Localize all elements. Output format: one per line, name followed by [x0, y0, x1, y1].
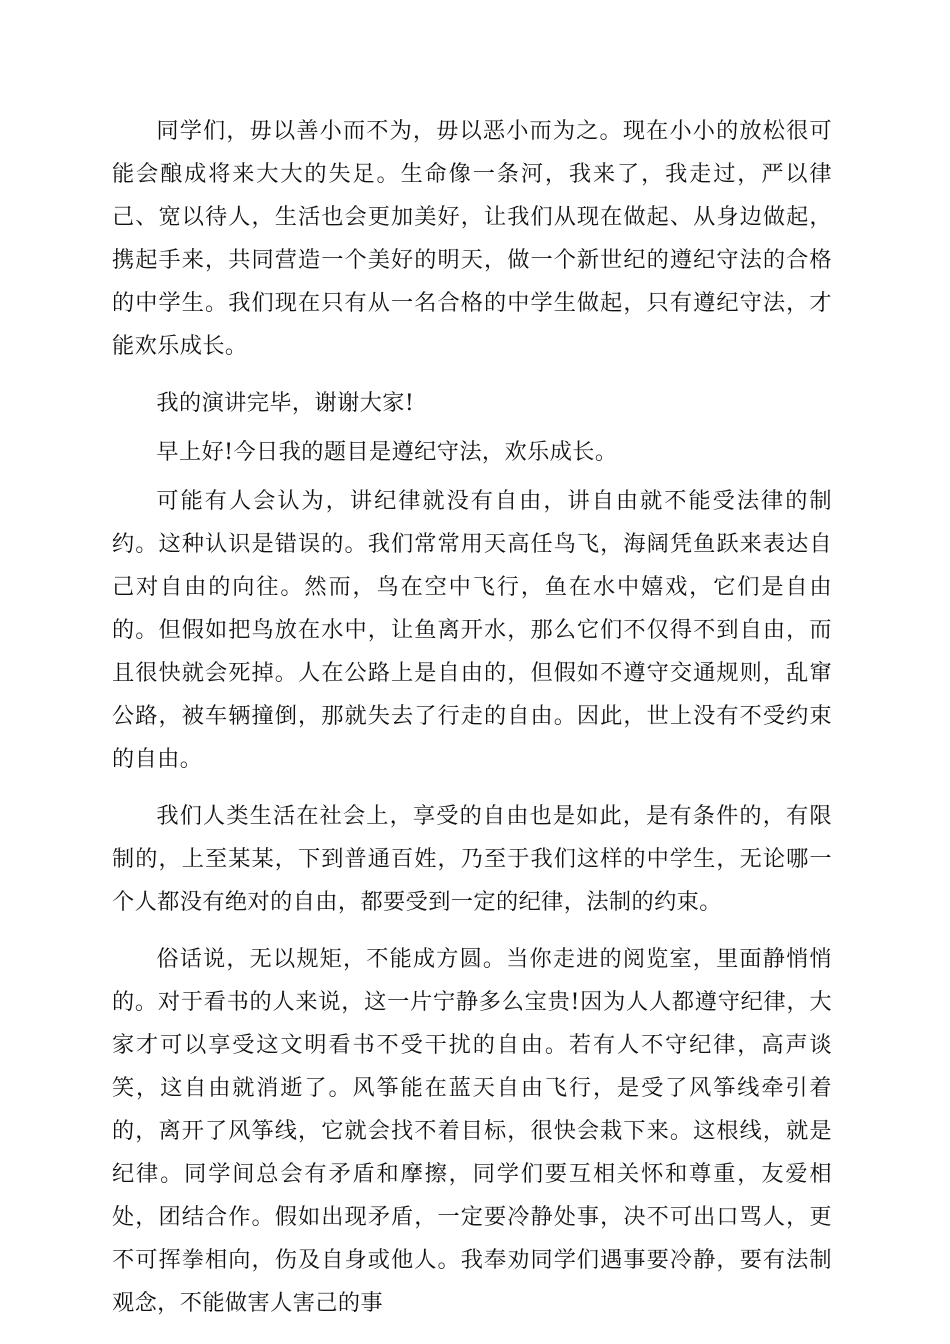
paragraph-2: 我的演讲完毕，谢谢大家! [156, 390, 415, 416]
document-body [112, 110, 832, 1339]
paragraph-6: 俗话说，无以规矩，不能成方圆。当你走进的阅览室，里面静悄悄的。对于看书的人来说，这一片宁静多么宝贵!因为人人都遵守纪律，大家才可以享受这文明看书不受干扰的自由。若有人不守纪律，高声谈笑，这自由就消逝了。风筝能在蓝天自由飞行，是受了风筝线牵引着的，离开了风筝线，它就会找不着目标，很快会栽下来。这根线，就是纪律。同学间总会有矛盾和摩擦，同学们要互相关怀和尊重，友爱相处，团结合作。假如出现矛盾，一定要冷静处事，决不可出口骂人，更不可挥拳相向，伤及自身或他人。我奉劝同学们遇事要冷静，要有法制观念，不能做害人害己的事 [112, 946, 832, 1316]
paragraph-1: 同学们，毋以善小而不为，毋以恶小而为之。现在小小的放松很可能会酿成将来大大的失足。生命像一条河，我来了，我走过，严以律己、宽以待人，生活也会更加美好，让我们从现在做起、从身边做起，携起手来，共同营造一个美好的明天，做一个新世纪的遵纪守法的合格的中学生。我们现在只有从一名合格的中学生做起，只有遵纪守法，才能欢乐成长。 [112, 118, 832, 359]
paragraph-4: 可能有人会认为，讲纪律就没有自由，讲自由就不能受法律的制约。这种认识是错误的。我们常常用天高任鸟飞，海阔凭鱼跃来表达自己对自由的向往。然而，鸟在空中飞行，鱼在水中嬉戏，它们是自由的。但假如把鸟放在水中，让鱼离开水，那么它们不仅得不到自由，而且很快就会死掉。人在公路上是自由的，但假如不遵守交通规则，乱窜公路，被车辆撞倒，那就失去了行走的自由。因此，世上没有不受约束的自由。 [112, 488, 832, 772]
paragraph-3: 早上好!今日我的题目是遵纪守法，欢乐成长。 [156, 439, 618, 465]
paragraph-5: 我们人类生活在社会上，享受的自由也是如此，是有条件的，有限制的，上至某某，下到普通百姓，乃至于我们这样的中学生，无论哪一个人都没有绝对的自由，都要受到一定的纪律，法制的约束。 [112, 803, 832, 915]
